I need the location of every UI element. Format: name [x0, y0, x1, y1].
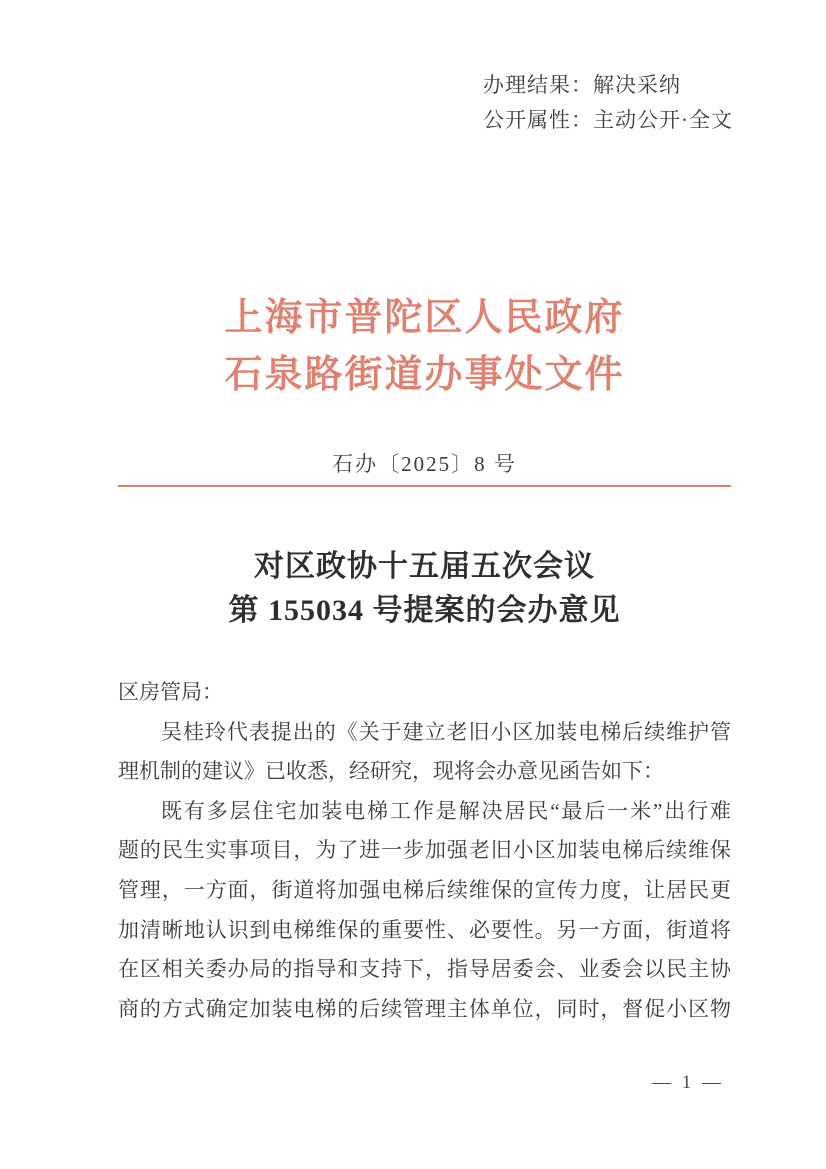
body-line: 商的方式确定加装电梯的后续管理主体单位，同时，督促小区物: [118, 996, 731, 1021]
title-line2: 第 155034 号提案的会办意见: [228, 594, 621, 627]
document-title: [118, 545, 731, 633]
red-divider-rule: [118, 485, 731, 487]
body-line: 吴桂玲代表提出的《关于建立老旧小区加装电梯后续维护管: [161, 719, 731, 744]
letterhead-line1: 上海市普陀区人民政府: [224, 297, 625, 339]
letterhead-line2: 石泉路街道办事处文件: [224, 354, 625, 396]
body-line: 理机制的建议》已收悉，经研究，现将会办意见函告如下：: [118, 759, 664, 784]
title-line1: 对区政协十五届五次会议: [254, 550, 595, 583]
body-line: 题的民生实事项目，为了进一步加强老旧小区加装电梯后续维保: [118, 838, 731, 863]
document-meta: [483, 68, 733, 138]
publicity-attribute-line: 公开属性：主动公开·全文: [483, 108, 733, 132]
handling-result-line: 办理结果：解决采纳: [483, 73, 681, 97]
document-body: [118, 673, 731, 1029]
body-line: 在区相关委办局的指导和支持下，指导居委会、业委会以民主协: [118, 957, 731, 982]
body-line: 管理，一方面，街道将加强电梯后续维保的宣传力度，让居民更: [118, 877, 731, 902]
body-line: 既有多层住宅加装电梯工作是解决居民“最后一米”出行难: [161, 798, 731, 823]
page-number: — 1 —: [652, 1072, 724, 1093]
body-line: 加清晰地认识到电梯维保的重要性、必要性。另一方面，街道将: [118, 917, 731, 942]
document-number: 石办〔2025〕8 号: [332, 452, 517, 476]
body-salutation: 区房管局：: [118, 680, 223, 704]
letterhead: [118, 290, 731, 404]
